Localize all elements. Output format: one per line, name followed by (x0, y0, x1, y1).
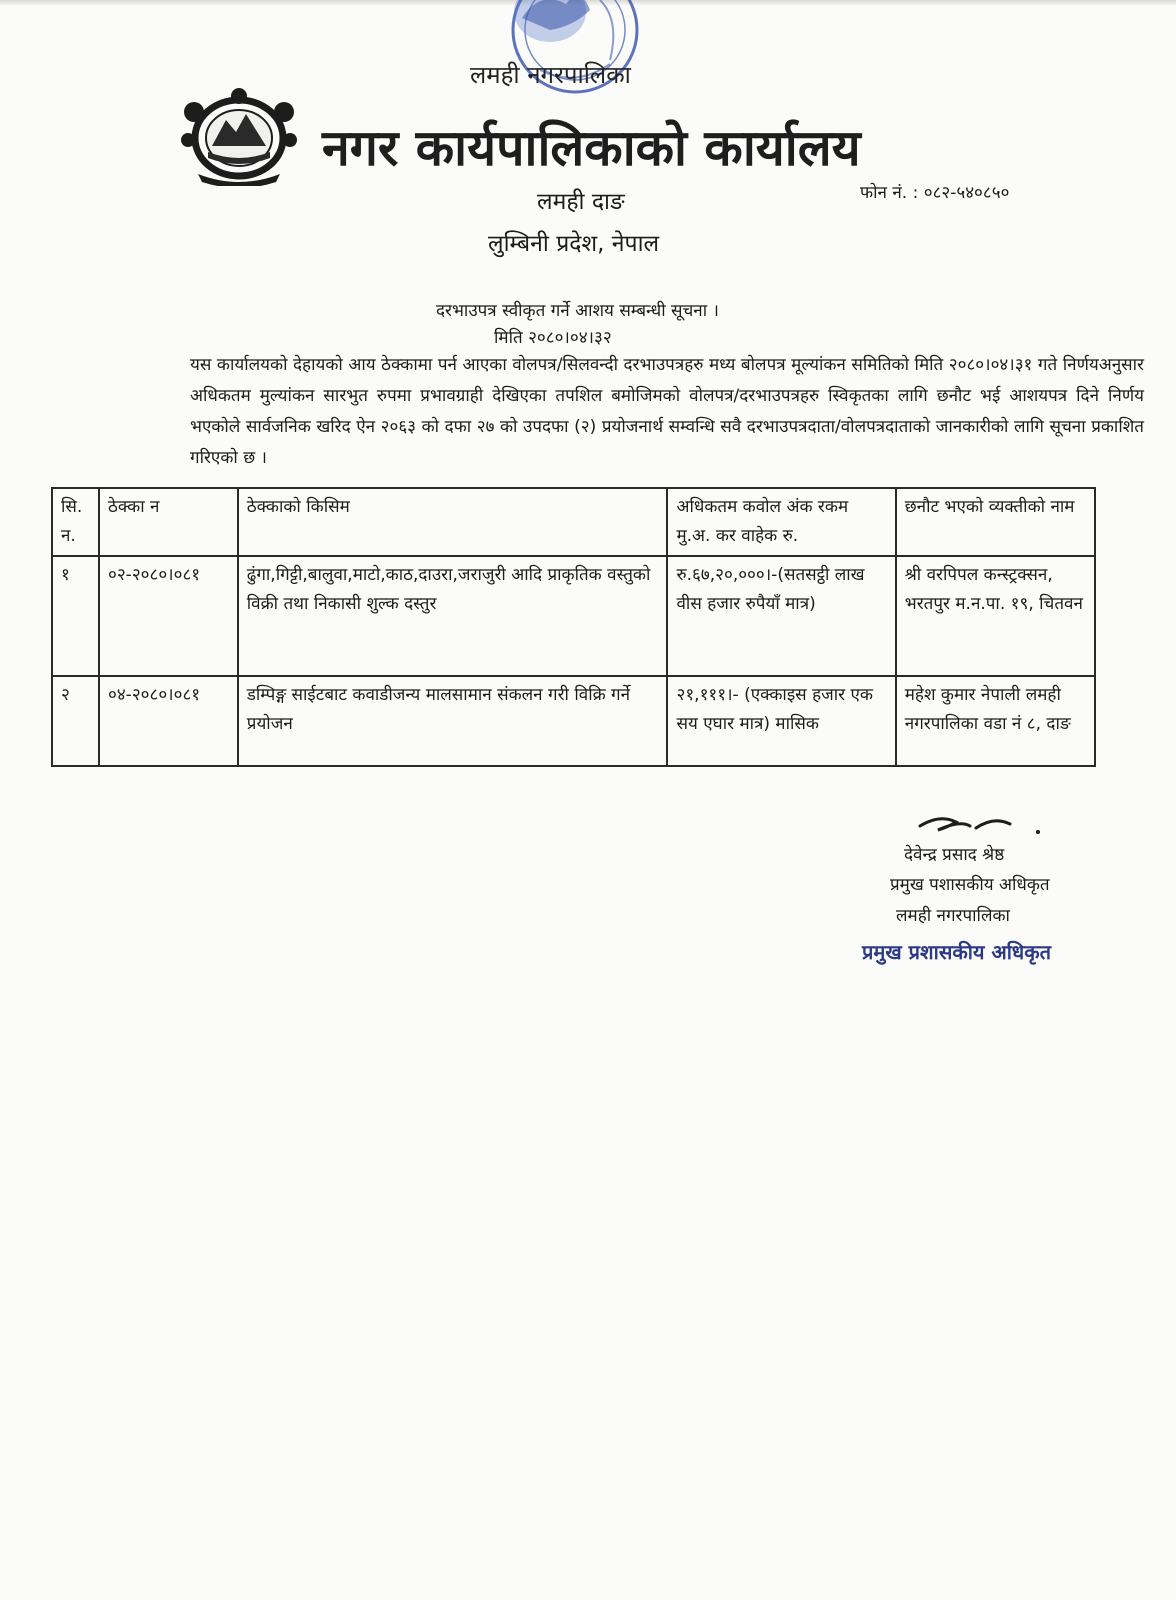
cell-sn: १ (52, 556, 99, 676)
cell-contract-no: ०४-२०८०।०८१ (99, 676, 238, 766)
designation-stamp: प्रमुख प्रशासकीय अधिकृत (862, 940, 1051, 964)
cell-amount: २१,१११।- (एक्काइस हजार एक सय एघार मात्र) मासिक (667, 676, 895, 766)
cell-selected: महेश कुमार नेपाली लमही नगरपालिका वडा नं ८, दाङ (896, 676, 1095, 766)
cell-contract-no: ०२-२०८०।०८१ (99, 556, 238, 676)
cell-type: ढुंगा,गिट्टी,बालुवा,माटो,काठ,दाउरा,जराजुरी आदि प्राकृतिक वस्तुको विक्री तथा निकासी शुल्क दस्तुर (238, 556, 668, 676)
stamp-text: लमही नगरपालिका (470, 61, 631, 89)
notice-title: दरभाउपत्र स्वीकृत गर्ने आशय सम्बन्धी सूचना । (436, 301, 719, 321)
header-selected: छनौट भएको व्यक्तीको नाम (896, 488, 1095, 556)
office-seal-stamp (470, 0, 660, 110)
cell-selected: श्री वरपिपल कन्स्ट्रक्सन, भरतपुर म.न.पा. १९, चितवन (896, 556, 1095, 676)
notice-body: यस कार्यालयको देहायको आय ठेक्कामा पर्न आएका वोलपत्र/सिलवन्दी दरभाउपत्रहरु मध्य बोलपत्र मूल्यांकन समितिको मिति २०८०।०४।३१ गते निर्णयअनुसार अधिकतम मुल्यांकन सारभुत रुपमा प्रभावग्राही देखिएका तपशिल बमोजिमको वोलपत्र/दरभाउपत्रहरु स्विकृतका लागि छनौट भई आशयपत्र दिने निर्णय भएकोले सार्वजनिक खरिद ऐन २०६३ को दफा २७ को उपदफा (२) प्रयोजनार्थ सम्वन्धि सवै दरभाउपत्रदाता/वोलपत्रदाताको जानकारीको लागि सूचना प्रकाशित गरिएको छ । (190, 355, 1144, 468)
cell-type: डम्पिङ्ग साईटबाट कवाडीजन्य मालसामान संकलन गरी विक्रि गर्ने प्रयोजन (238, 676, 668, 766)
office-title: नगर कार्यपालिकाको कार्यालय (322, 119, 861, 177)
nepal-emblem-logo (180, 86, 298, 186)
contract-table (51, 487, 1096, 767)
table-row (52, 676, 1095, 766)
signatory-name: देवेन्द्र प्रसाद श्रेष्ठ (904, 845, 1005, 865)
header-sn: सि. न. (52, 488, 99, 556)
table-header-row (52, 488, 1095, 556)
header-amount: अधिकतम कवोल अंक रकम मु.अ. कर वाहेक रु. (667, 488, 895, 556)
header-contract-no: ठेक्का न (99, 488, 238, 556)
cell-sn: २ (52, 676, 99, 766)
office-city: लमही दाङ (537, 189, 625, 215)
handwritten-signature (910, 808, 1050, 842)
signatory-title: प्रमुख पशासकीय अधिकृत (890, 875, 1050, 895)
table-row (52, 556, 1095, 676)
signatory-organization: लमही नगरपालिका (896, 906, 1010, 926)
office-phone: फोन नं. : ०८२-५४०८५० (860, 183, 1010, 203)
office-province: लुम्बिनी प्रदेश, नेपाल (488, 231, 660, 257)
cell-amount: रु.६७,२०,०००।-(सतसट्ठी लाख वीस हजार रुपैयाँ मात्र) (667, 556, 895, 676)
header-type: ठेक्काको किसिम (238, 488, 668, 556)
notice-date: मिति २०८०।०४।३२ (494, 328, 612, 348)
